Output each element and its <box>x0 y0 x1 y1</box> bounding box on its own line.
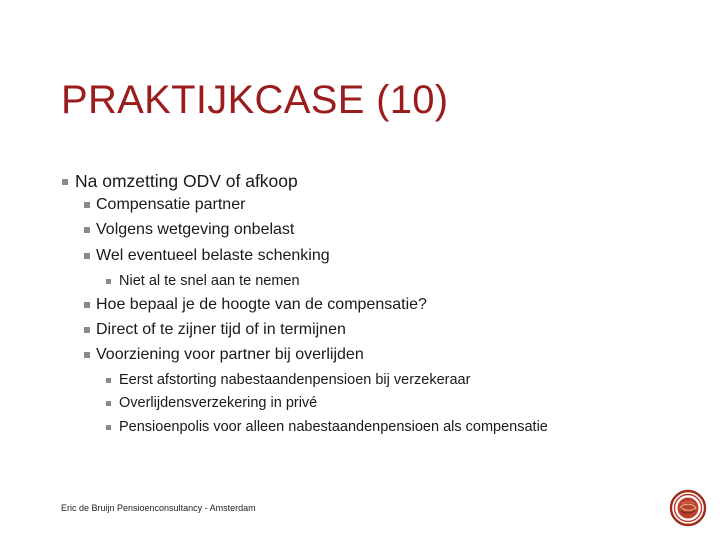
bullet-text: Compensatie partner <box>96 196 246 213</box>
bullet-square-icon <box>106 401 111 406</box>
bullet-square-icon <box>106 279 111 284</box>
footer-text: Eric de Bruijn Pensioenconsultancy - Amsterdam <box>61 503 256 513</box>
bullet-item <box>84 321 346 339</box>
bullet-text: Eerst afstorting nabestaandenpensioen bij verzekeraar <box>119 372 471 388</box>
bullet-square-icon <box>84 227 90 233</box>
bullet-item <box>84 296 427 314</box>
bullet-text: Na omzetting ODV of afkoop <box>75 171 298 191</box>
bullet-item <box>106 273 300 289</box>
bullet-text: Wel eventueel belaste schenking <box>96 247 330 264</box>
bullet-item <box>84 196 245 214</box>
bullet-square-icon <box>84 202 90 208</box>
slide-title: PRAKTIJKCASE (10) <box>61 78 449 122</box>
bullet-square-icon <box>62 179 68 185</box>
bullet-text: Overlijdensverzekering in privé <box>119 395 318 411</box>
bullet-square-icon <box>84 352 90 358</box>
bullet-square-icon <box>106 378 111 383</box>
bullet-text: Hoe bepaal je de hoogte van de compensatie? <box>96 296 427 313</box>
bullet-item <box>84 221 294 239</box>
bullet-item <box>62 171 298 192</box>
bullet-item <box>84 247 330 265</box>
bullet-square-icon <box>84 253 90 259</box>
bullet-item <box>106 419 548 435</box>
bullet-text: Volgens wetgeving onbelast <box>96 221 295 238</box>
bullet-text: Pensioenpolis voor alleen nabestaandenpensioen als compensatie <box>119 419 548 435</box>
bullet-item <box>106 372 470 388</box>
circular-swirl-logo-icon <box>669 489 707 527</box>
bullet-square-icon <box>106 425 111 430</box>
bullet-text: Niet al te snel aan te nemen <box>119 273 300 289</box>
bullet-item <box>84 346 364 364</box>
bullet-square-icon <box>84 327 90 333</box>
bullet-item <box>106 395 317 411</box>
bullet-text: Voorziening voor partner bij overlijden <box>96 346 364 363</box>
bullet-square-icon <box>84 302 90 308</box>
bullet-text: Direct of te zijner tijd of in termijnen <box>96 321 346 338</box>
